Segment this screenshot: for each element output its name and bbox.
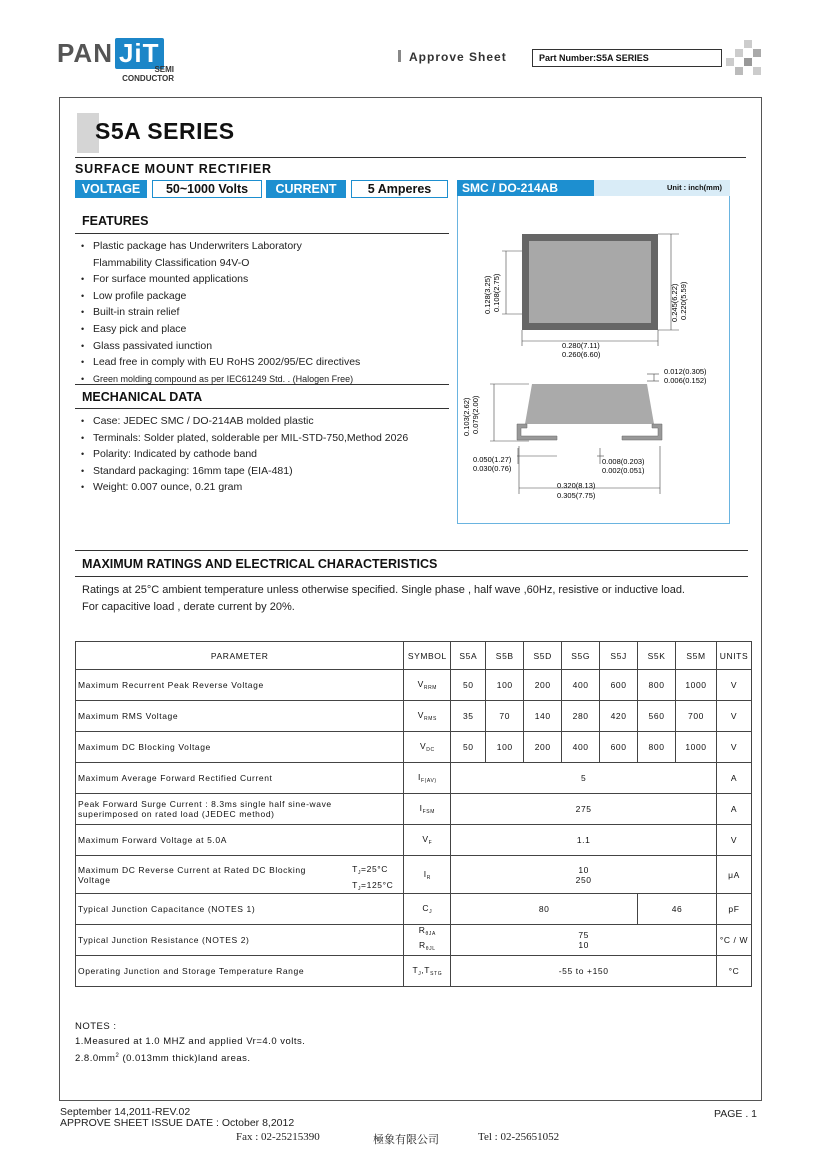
lead-left [517,424,557,440]
symbol-cell [404,825,451,856]
value-line: 75 [578,930,589,940]
param-cell [76,794,404,825]
note-sup: 2 [115,1053,120,1059]
table-header: UNITS [716,642,751,670]
symbol: I [423,868,427,879]
dim-label: 0.002(0.051) [602,466,645,475]
footer-company: 極象有限公司 [373,1134,439,1146]
logo-sub-semi: SEMI [154,65,174,74]
package-name: SMC / DO-214AB [457,180,594,196]
feature-item: • Glass passivated iunction [80,338,360,355]
symbol-sub: STG [430,971,443,977]
param-cell: Typical Junction Resistance (NOTES 2) [76,925,404,956]
table-row [76,956,752,987]
note-item: 1.Measured at 1.0 MHZ and applied Vr=4.0 volts. [75,1035,306,1047]
value-cell: 700 [676,701,717,732]
symbol: C [422,903,430,913]
symbol: R [419,940,426,950]
dim-label: 0.050(1.27) [473,455,512,464]
ratings-line: For capacitive load , derate current by 20%. [82,600,295,613]
body-top-inner [529,241,651,323]
param-cell: Maximum Average Forward Rectified Current [76,763,404,794]
symbol-sub: RMS [424,716,437,722]
condition-line [352,863,393,879]
symbol-sub: θJA [425,931,436,937]
table-row [76,856,752,894]
symbol-cell [404,956,451,987]
symbol-line [404,925,450,940]
table-header: S5J [600,642,638,670]
unit-cell: °C / W [716,925,751,956]
value-cell: 46 [638,894,717,925]
feature-item: Flammability Classification 94V-O [93,256,250,269]
mechanical-divider [75,408,449,409]
note-text: 2.8.0mm [75,1053,116,1065]
value-cell: 400 [562,670,600,701]
value-cell: 70 [486,701,524,732]
value-cell: 5 [451,763,717,794]
notes-heading: NOTES : [75,1021,117,1032]
table-header: S5K [638,642,676,670]
value-cell: 800 [638,670,676,701]
dim-label: 0.030(0.76) [473,464,512,473]
symbol-sub: F(AV) [420,778,437,784]
feature-item: • Lead free in comply with EU RoHS 2002/95/EC directives [80,354,360,371]
symbol-sub: J [429,909,433,915]
value-cell: 420 [600,701,638,732]
value-cell: 100 [486,670,524,701]
mechanical-heading: MECHANICAL DATA [82,390,203,404]
cond-sym: T [352,864,358,874]
dim-label: 0.012(0.305) [664,367,707,376]
ratings-top-divider [75,550,748,551]
footer-dates [60,1107,294,1129]
unit-cell: V [716,825,751,856]
value-cell: 1000 [676,670,717,701]
title-divider [75,157,746,158]
table-header: S5B [486,642,524,670]
symbol: V [417,679,424,689]
param-cell: Maximum DC Blocking Voltage [76,732,404,763]
param-cell: Typical Junction Capacitance (NOTES 1) [76,894,404,925]
dim-label: 0.220(5.59) [679,281,688,320]
current-value: 5 Amperes [351,180,448,198]
page-subtitle: SURFACE MOUNT RECTIFIER [75,162,272,176]
unit-cell: A [716,794,751,825]
ratings-heading: MAXIMUM RATINGS AND ELECTRICAL CHARACTERISTICS [82,557,438,571]
current-label: CURRENT [266,180,346,198]
table-row [76,763,752,794]
symbol: I [418,772,421,782]
logo-subtitle [120,65,174,83]
param-cell: Operating Junction and Storage Temperature Range [76,956,404,987]
param-cell: Maximum Recurrent Peak Reverse Voltage [76,670,404,701]
dim-label: 0.079(2.00) [471,395,480,434]
symbol-cell [404,894,451,925]
dim-label: 0.260(6.60) [562,350,601,359]
table-row [76,670,752,701]
dim-label: 0.245(6.22) [670,283,679,322]
value-cell: 50 [451,732,486,763]
package-unit: Unit : inch(mm) [667,183,722,192]
value-cell: 35 [451,701,486,732]
symbol-sub: J [418,971,422,977]
value-cell: 80 [451,894,638,925]
mechanical-item: • Weight: 0.007 ounce, 0.21 gram [80,479,408,496]
table-header: S5D [524,642,562,670]
package-outline-drawing [457,196,730,524]
notes-section [75,1020,305,1067]
body-side-view [525,384,654,424]
part-number-box: Part Number:S5A SERIES [532,49,722,67]
condition-line [352,879,393,895]
ratings-line: Ratings at 25°C ambient temperature unless otherwise specified. Single phase , half wave ,60Hz, resistive or inductive load. [82,584,685,596]
symbol-line [404,940,450,955]
mechanical-item: • Standard packaging: 16mm tape (EIA-481) [80,463,408,480]
value-cell: 600 [600,670,638,701]
symbol-cell [404,732,451,763]
feature-item: • Easy pick and place [80,321,360,338]
page-number: PAGE . 1 [714,1108,757,1120]
footer-rev-date: September 14,2011-REV.02 [60,1106,191,1118]
value-cell: 275 [451,794,717,825]
table-row [76,894,752,925]
features-divider [75,233,449,234]
table-header: S5A [451,642,486,670]
value-cell: 560 [638,701,676,732]
value-cell: 1000 [676,732,717,763]
param-line: Maximum DC Reverse Current at Rated DC Blocking [78,864,307,875]
value-line: 250 [575,874,592,885]
ratings-divider [75,576,748,577]
checker-decoration [726,40,760,78]
dim-label: 0.006(0.152) [664,376,707,385]
symbol: V [422,834,429,844]
symbol-sub: θJL [425,946,436,952]
dim-label: 0.128(3.25) [483,275,492,314]
dim-label: 0.008(0.203) [602,457,645,466]
symbol-sub: RRM [423,685,438,691]
value-cell [451,925,717,956]
value-cell: 600 [600,732,638,763]
table-header: SYMBOL [404,642,451,670]
table-header-row [76,642,752,670]
symbol-sub: F [428,840,433,846]
value-cell: -55 to +150 [451,956,717,987]
param-line: superimposed on rated load (JEDEC method) [78,809,275,819]
symbol: R [418,925,426,935]
feature-item: • Plastic package has Underwriters Laboratory [80,238,360,255]
unit-cell: °C [716,956,751,987]
mechanical-item: • Case: JEDEC SMC / DO-214AB molded plastic [80,413,408,430]
mechanical-item: • Polarity: Indicated by cathode band [80,446,408,463]
symbol: T [412,965,419,975]
symbol-sub: FSM [422,809,435,815]
value-cell: 1.1 [451,825,717,856]
cond-sym: T [352,880,358,890]
voltage-value: 50~1000 Volts [152,180,262,198]
symbol-cell [404,925,451,956]
feature-item: • Low profile package [80,288,360,305]
approve-sheet-label: Approve Sheet [398,50,507,64]
table-row [76,925,752,956]
unit-cell: V [716,701,751,732]
symbol-cell [404,856,451,894]
unit-cell: pF [716,894,751,925]
value-cell [451,856,717,894]
value-cell: 200 [524,670,562,701]
dim-label: 0.280(7.11) [562,341,600,350]
value-cell: 800 [638,732,676,763]
specs-table [75,641,752,987]
features-heading: FEATURES [82,214,149,228]
feature-item: • Built-in strain relief [80,304,360,321]
symbol: I [419,803,423,813]
feature-item: • Green molding compound as per IEC61249 Std. . (Halogen Free) [80,371,360,388]
dim-label: 0.103(2.62) [462,397,471,436]
param-cell: Maximum Forward Voltage at 5.0A [76,825,404,856]
footer-tel: Tel : 02-25651052 [478,1131,560,1143]
table-row [76,825,752,856]
value-cell: 50 [451,670,486,701]
value-cell: 400 [562,732,600,763]
value-line: 10 [578,940,589,950]
symbol-cell [404,701,451,732]
unit-cell: V [716,732,751,763]
features-list [80,238,360,387]
unit-cell: A [716,763,751,794]
condition-block [352,863,393,895]
symbol: V [419,741,427,751]
table-row [76,732,752,763]
logo-sub-conductor: CONDUCTOR [122,74,174,83]
dim-label: 0.305(7.75) [557,491,596,500]
value-cell: 100 [486,732,524,763]
note-item [75,1049,305,1067]
symbol-cell [404,763,451,794]
table-header: PARAMETER [76,642,404,670]
value-cell: 200 [524,732,562,763]
unit-cell: V [716,670,751,701]
unit-cell: μA [716,856,751,894]
symbol: V [417,710,424,720]
symbol-sub: R [426,874,431,881]
page-title: S5A SERIES [95,118,235,144]
symbol-sub: DC [426,747,435,753]
value-cell: 280 [562,701,600,732]
cond-val: =25°C [361,864,389,874]
dim-label: 0.320(8.13) [557,481,596,490]
symbol-cell [404,670,451,701]
dim-label: 0.108(2.75) [492,273,501,312]
param-line: Peak Forward Surge Current : 8.3ms single half sine-wave [78,799,332,809]
logo-badge: JiT [115,38,164,69]
table-row [76,794,752,825]
param-cell: Maximum RMS Voltage [76,701,404,732]
value-line: 10 [578,864,589,875]
param-line: Voltage [78,874,111,885]
footer-issue-date: APPROVE SHEET ISSUE DATE : October 8,2012 [60,1117,295,1129]
voltage-label: VOLTAGE [75,180,147,198]
footer-fax: Fax : 02-25215390 [236,1131,320,1143]
table-row [76,701,752,732]
features-end-divider [75,384,449,385]
lead-right [622,424,662,440]
cond-val: =125°C [361,880,394,890]
mechanical-item: • Terminals: Solder plated, solderable per MIL-STD-750,Method 2026 [80,430,408,447]
symbol-cell [404,794,451,825]
logo-text: PAN [57,38,113,68]
cond-sub: J [357,886,362,892]
cond-sub: J [357,870,362,876]
value-cell: 140 [524,701,562,732]
feature-item: • For surface mounted applications [80,271,360,288]
table-header: S5M [676,642,717,670]
note-text: (0.013mm thick)land areas. [119,1053,251,1065]
param-cell [76,856,404,894]
mechanical-list [80,413,408,496]
symbol: ,T [421,965,431,975]
table-header: S5G [562,642,600,670]
ratings-text [82,582,685,615]
